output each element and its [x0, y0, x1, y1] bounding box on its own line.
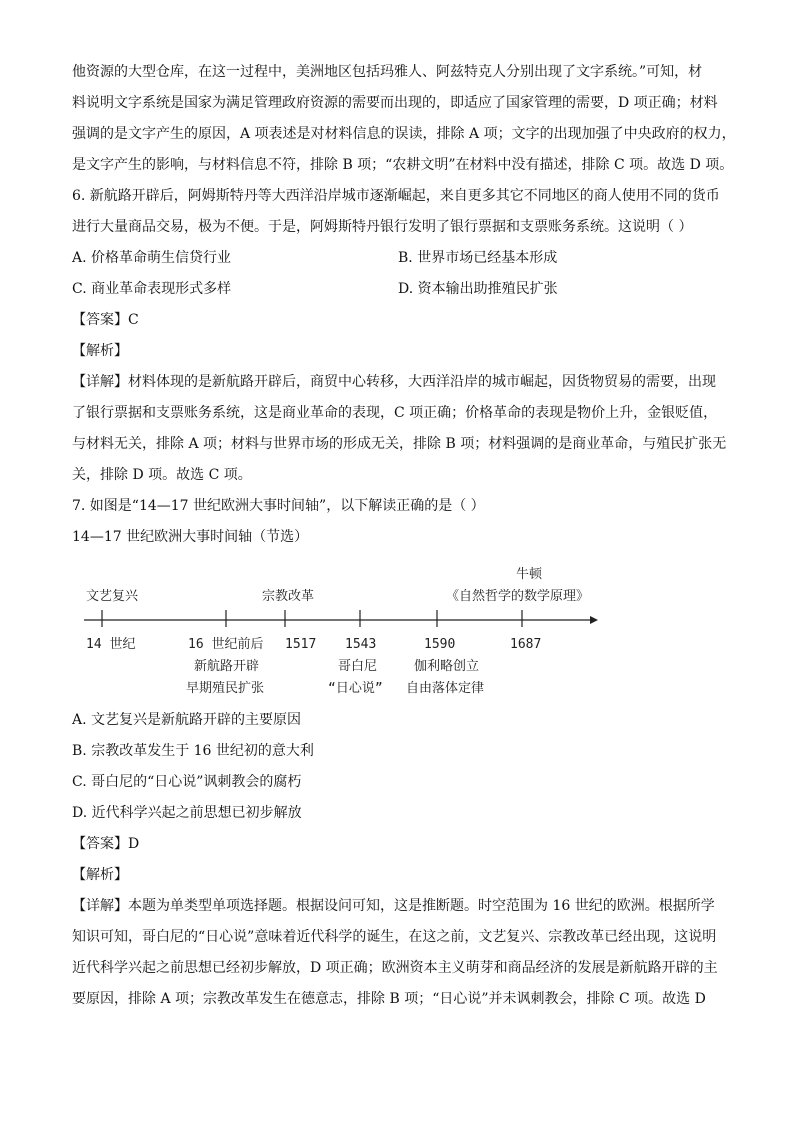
question-7-stem: 7. 如图是“14—17 世纪欧洲大事时间轴”，以下解读正确的是（ ）: [72, 498, 485, 514]
q7-answer: [72, 834, 139, 854]
text-line: 他资源的大型仓库，在这一过程中，美洲地区包括玛雅人、阿兹特克人分别出现了文字系统。”可知，材: [72, 64, 703, 80]
timeline-svg: [80, 560, 620, 696]
q6-answer: [72, 310, 139, 330]
text-line: 料说明文字系统是国家为满足管理政府资源的需要而出现的，即适应了国家管理的需要，D 项正确；材料: [72, 95, 718, 111]
q6-option-b: B. 世界市场已经基本形成: [398, 250, 558, 266]
label-heliocentric: “日心说”: [328, 681, 383, 696]
q7-detail: 知识可知，哥白尼的“日心说”意味着近代科学的诞生，在这之前，文艺复兴、宗教改革已经出现，这说明: [72, 929, 717, 945]
label-reformation: 宗教改革: [262, 589, 315, 604]
label-renaissance: 文艺复兴: [86, 589, 139, 604]
text-line: 是文字产生的影响，与材料信息不符，排除 B 项；“农耕文明”在材料中没有描述，排除 C 项。故选 D 项。: [72, 157, 734, 173]
answer-value: C: [128, 312, 139, 328]
q6-option-d: D. 资本输出助推殖民扩张: [398, 281, 558, 297]
q7-analysis-label: 【解析】: [72, 867, 128, 883]
q7-option-d: D. 近代科学兴起之前思想已初步解放: [72, 805, 302, 821]
label-colonial-expansion: 早期殖民扩张: [186, 681, 265, 696]
question-6-stem: 6. 新航路开辟后，阿姆斯特丹等大西洋沿岸城市逐渐崛起，来自更多其它不同地区的商人使用不同的货币: [72, 188, 720, 204]
q6-detail: 【详解】材料体现的是新航路开辟后，商贸中心转移，大西洋沿岸的城市崛起，因货物贸易的需要，出现: [72, 374, 716, 390]
answer-label: 【答案】: [72, 836, 128, 852]
answer-value: D: [128, 836, 140, 852]
label-free-fall: 自由落体定律: [406, 681, 485, 696]
tick-label: 1590: [424, 637, 456, 652]
timeline-figure: [80, 560, 620, 696]
text-line: 强调的是文字产生的原因，A 项表述是对材料信息的误读，排除 A 项；文字的出现加强了中央政府的权力，: [72, 126, 736, 142]
label-copernicus: 哥白尼: [338, 659, 378, 674]
tick-label: 16 世纪前后: [188, 637, 264, 652]
question-6-stem: 进行大量商品交易，极为不便。于是，阿姆斯特丹银行发明了银行票据和支票账务系统。这说明（ ）: [72, 219, 693, 235]
q6-option-a: A. 价格革命萌生信贷行业: [72, 250, 232, 266]
figure-title: 14—17 世纪欧洲大事时间轴（节选）: [72, 529, 309, 545]
label-new-route: 新航路开辟: [194, 659, 260, 674]
q7-option-c: C. 哥白尼的“日心说”讽刺教会的腐朽: [72, 774, 302, 790]
label-newton: 牛顿: [516, 567, 543, 582]
q6-detail: 了银行票据和支票账务系统，这是商业革命的表现，C 项正确；价格革命的表现是物价上升，金银贬值，: [72, 405, 718, 421]
label-galileo: 伽利略创立: [414, 659, 480, 674]
label-principia: 《自然哲学的数学原理》: [446, 589, 590, 604]
q7-detail: 要原因，排除 A 项；宗教改革发生在德意志，排除 B 项；“日心说”并未讽刺教会，排除 C 项。故选 D: [72, 991, 706, 1007]
q7-option-a: A. 文艺复兴是新航路开辟的主要原因: [72, 712, 302, 728]
q6-option-c: C. 商业革命表现形式多样: [72, 281, 232, 297]
q7-detail: 近代科学兴起之前思想已经初步解放，D 项正确；欧洲资本主义萌芽和商品经济的发展是新航路开辟的主: [72, 960, 718, 976]
tick-label: 1517: [285, 637, 317, 652]
q7-detail: 【详解】本题为单类型单项选择题。根据设问可知，这是推断题。时空范围为 16 世纪的欧洲。根据所学: [72, 898, 715, 914]
q6-analysis-label: 【解析】: [72, 343, 128, 359]
tick-label: 1543: [345, 637, 377, 652]
arrow-icon: [590, 616, 598, 624]
tick-label: 1687: [510, 637, 542, 652]
answer-label: 【答案】: [72, 312, 128, 328]
tick-label: 14 世纪: [86, 637, 136, 652]
q7-option-b: B. 宗教改革发生于 16 世纪初的意大利: [72, 743, 314, 759]
q6-detail: 关，排除 D 项。故选 C 项。: [72, 467, 252, 483]
q6-detail: 与材料无关，排除 A 项；材料与世界市场的形成无关，排除 B 项；材料强调的是商业革命，与殖民扩张无: [72, 436, 727, 452]
